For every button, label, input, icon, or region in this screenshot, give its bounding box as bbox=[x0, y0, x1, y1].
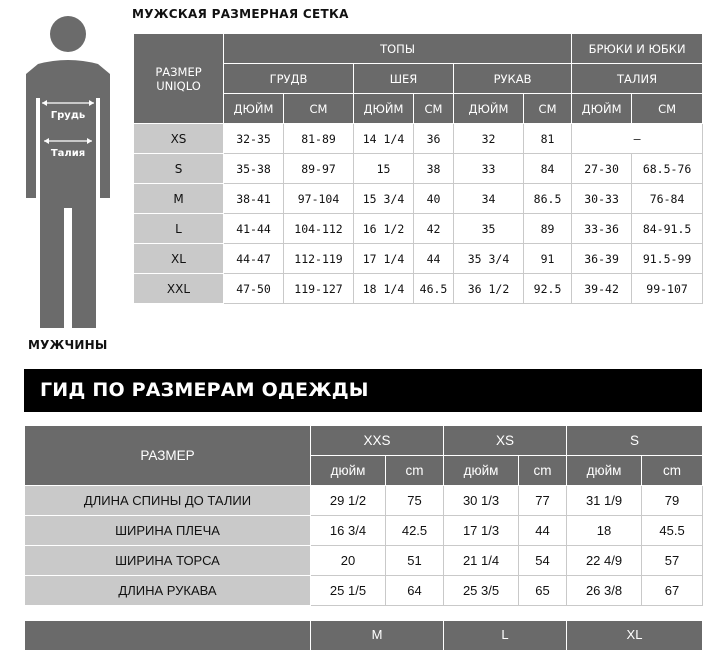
size-cell: S bbox=[134, 154, 224, 184]
unit-cm: СМ bbox=[632, 94, 703, 124]
guide-size-header: РАЗМЕР bbox=[25, 426, 311, 486]
value-cell: 38-41 bbox=[224, 184, 284, 214]
value-cell: 34 bbox=[454, 184, 524, 214]
figure-caption: МУЖЧИНЫ bbox=[28, 338, 108, 352]
value-cell: 81 bbox=[524, 124, 572, 154]
value-cell: 15 bbox=[354, 154, 414, 184]
value-cell: 57 bbox=[642, 546, 703, 576]
value-cell: 36 1/2 bbox=[454, 274, 524, 304]
unit-inch: ДЮЙМ bbox=[572, 94, 632, 124]
value-cell: 20 bbox=[311, 546, 386, 576]
value-cell: 76-84 bbox=[632, 184, 703, 214]
value-cell: 112-119 bbox=[284, 244, 354, 274]
guide-next-table bbox=[24, 620, 703, 651]
measurement-label: ДЛИНА СПИНЫ ДО ТАЛИИ bbox=[25, 486, 311, 516]
value-cell: 16 1/2 bbox=[354, 214, 414, 244]
size-header: РАЗМЕР UNIQLO bbox=[134, 34, 224, 124]
value-cell: 119-127 bbox=[284, 274, 354, 304]
guide-unit-cm: cm bbox=[386, 456, 444, 486]
value-cell: 42.5 bbox=[386, 516, 444, 546]
value-cell: 64 bbox=[386, 576, 444, 606]
value-cell: – bbox=[572, 124, 703, 154]
guide-unit-inch: дюйм bbox=[567, 456, 642, 486]
unit-inch: ДЮЙМ bbox=[454, 94, 524, 124]
value-cell: 22 4/9 bbox=[567, 546, 642, 576]
table-row bbox=[25, 546, 703, 576]
value-cell: 65 bbox=[519, 576, 567, 606]
guide-size-xxs: XXS bbox=[311, 426, 444, 456]
value-cell: 75 bbox=[386, 486, 444, 516]
value-cell: 25 1/5 bbox=[311, 576, 386, 606]
value-cell: 39-42 bbox=[572, 274, 632, 304]
value-cell: 92.5 bbox=[524, 274, 572, 304]
measurement-label: ШИРИНА ТОРСА bbox=[25, 546, 311, 576]
value-cell: 44 bbox=[519, 516, 567, 546]
value-cell: 36-39 bbox=[572, 244, 632, 274]
value-cell: 89-97 bbox=[284, 154, 354, 184]
value-cell: 67 bbox=[642, 576, 703, 606]
guide-unit-cm: cm bbox=[642, 456, 703, 486]
guide-size-table bbox=[24, 425, 703, 606]
guide-size-xl: XL bbox=[567, 621, 703, 651]
table-row bbox=[134, 214, 703, 244]
value-cell: 81-89 bbox=[284, 124, 354, 154]
value-cell: 97-104 bbox=[284, 184, 354, 214]
value-cell: 25 3/5 bbox=[444, 576, 519, 606]
men-chart-title: МУЖСКАЯ РАЗМЕРНАЯ СЕТКА bbox=[132, 7, 349, 21]
value-cell: 17 1/3 bbox=[444, 516, 519, 546]
value-cell: 35 3/4 bbox=[454, 244, 524, 274]
subgroup-neck: ШЕЯ bbox=[354, 64, 454, 94]
value-cell: 84 bbox=[524, 154, 572, 184]
unit-cm: СМ bbox=[284, 94, 354, 124]
table-row bbox=[134, 184, 703, 214]
guide-size-l: L bbox=[444, 621, 567, 651]
unit-inch: ДЮЙМ bbox=[354, 94, 414, 124]
value-cell: 26 3/8 bbox=[567, 576, 642, 606]
table-row bbox=[25, 576, 703, 606]
value-cell: 14 1/4 bbox=[354, 124, 414, 154]
value-cell: 51 bbox=[386, 546, 444, 576]
size-guide-banner: ГИД ПО РАЗМЕРАМ ОДЕЖДЫ bbox=[24, 369, 702, 412]
value-cell: 27-30 bbox=[572, 154, 632, 184]
group-tops: ТОПЫ bbox=[224, 34, 572, 64]
value-cell: 44-47 bbox=[224, 244, 284, 274]
value-cell: 86.5 bbox=[524, 184, 572, 214]
guide-size-xs: XS bbox=[444, 426, 567, 456]
value-cell: 16 3/4 bbox=[311, 516, 386, 546]
size-cell: XXL bbox=[134, 274, 224, 304]
guide-unit-inch: дюйм bbox=[444, 456, 519, 486]
value-cell: 36 bbox=[414, 124, 454, 154]
value-cell: 44 bbox=[414, 244, 454, 274]
measurement-label: ШИРИНА ПЛЕЧА bbox=[25, 516, 311, 546]
table-row bbox=[25, 486, 703, 516]
value-cell: 21 1/4 bbox=[444, 546, 519, 576]
guide-size-m: M bbox=[311, 621, 444, 651]
table-row bbox=[134, 124, 703, 154]
value-cell: 104-112 bbox=[284, 214, 354, 244]
subgroup-chest: ГРУДВ bbox=[224, 64, 354, 94]
waist-label: Талия bbox=[50, 148, 86, 159]
group-bottoms: БРЮКИ И ЮБКИ bbox=[572, 34, 703, 64]
value-cell: 45.5 bbox=[642, 516, 703, 546]
value-cell: 91.5-99 bbox=[632, 244, 703, 274]
value-cell: 17 1/4 bbox=[354, 244, 414, 274]
subgroup-waist: ТАЛИЯ bbox=[572, 64, 703, 94]
value-cell: 35 bbox=[454, 214, 524, 244]
guide-unit-cm: cm bbox=[519, 456, 567, 486]
table-row bbox=[134, 244, 703, 274]
value-cell: 18 bbox=[567, 516, 642, 546]
unit-cm: СМ bbox=[524, 94, 572, 124]
value-cell: 38 bbox=[414, 154, 454, 184]
value-cell: 33-36 bbox=[572, 214, 632, 244]
value-cell: 84-91.5 bbox=[632, 214, 703, 244]
value-cell: 89 bbox=[524, 214, 572, 244]
value-cell: 46.5 bbox=[414, 274, 454, 304]
guide-size-s: S bbox=[567, 426, 703, 456]
value-cell: 32 bbox=[454, 124, 524, 154]
value-cell: 99-107 bbox=[632, 274, 703, 304]
value-cell: 35-38 bbox=[224, 154, 284, 184]
value-cell: 47-50 bbox=[224, 274, 284, 304]
value-cell: 30-33 bbox=[572, 184, 632, 214]
value-cell: 41-44 bbox=[224, 214, 284, 244]
value-cell: 32-35 bbox=[224, 124, 284, 154]
table-row bbox=[25, 516, 703, 546]
value-cell: 54 bbox=[519, 546, 567, 576]
value-cell: 77 bbox=[519, 486, 567, 516]
table-row bbox=[134, 154, 703, 184]
value-cell: 33 bbox=[454, 154, 524, 184]
value-cell: 40 bbox=[414, 184, 454, 214]
value-cell: 15 3/4 bbox=[354, 184, 414, 214]
male-silhouette-icon bbox=[20, 8, 120, 328]
measurement-label: ДЛИНА РУКАВА bbox=[25, 576, 311, 606]
size-cell: XL bbox=[134, 244, 224, 274]
value-cell: 91 bbox=[524, 244, 572, 274]
value-cell: 42 bbox=[414, 214, 454, 244]
unit-inch: ДЮЙМ bbox=[224, 94, 284, 124]
size-cell: XS bbox=[134, 124, 224, 154]
value-cell: 31 1/9 bbox=[567, 486, 642, 516]
value-cell: 18 1/4 bbox=[354, 274, 414, 304]
value-cell: 68.5-76 bbox=[632, 154, 703, 184]
size-cell: L bbox=[134, 214, 224, 244]
guide-unit-inch: дюйм bbox=[311, 456, 386, 486]
value-cell: 79 bbox=[642, 486, 703, 516]
chest-label: Грудь bbox=[50, 110, 86, 121]
value-cell: 29 1/2 bbox=[311, 486, 386, 516]
unit-cm: СМ bbox=[414, 94, 454, 124]
men-size-table bbox=[133, 33, 703, 304]
size-cell: M bbox=[134, 184, 224, 214]
guide-next-blank bbox=[25, 621, 311, 651]
subgroup-sleeve: РУКАВ bbox=[454, 64, 572, 94]
value-cell: 30 1/3 bbox=[444, 486, 519, 516]
table-row bbox=[134, 274, 703, 304]
